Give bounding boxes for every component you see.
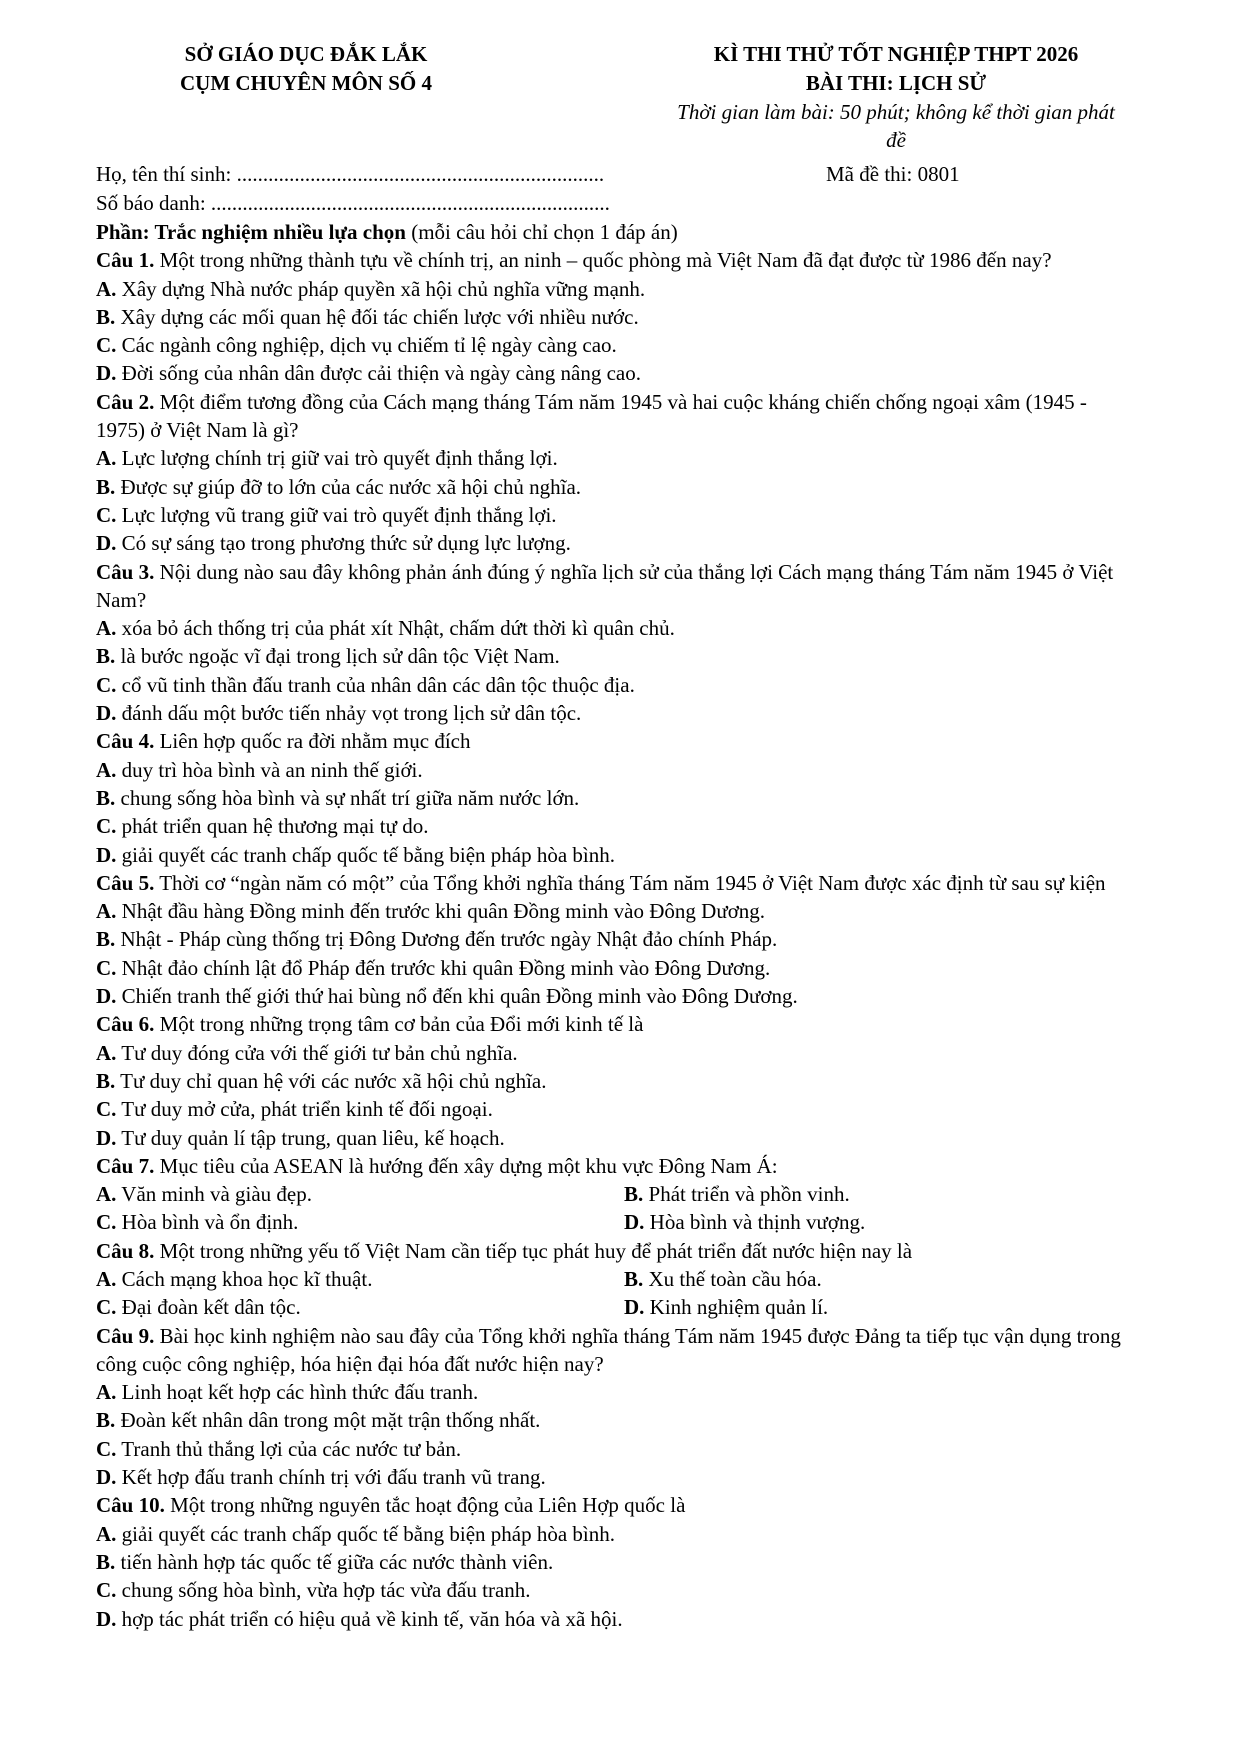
option-key: D. (96, 361, 117, 386)
option-text: Nhật - Pháp cùng thống trị Đông Dương đến trước ngày Nhật đảo chính Pháp. (115, 927, 778, 952)
option-text: Có sự sáng tạo trong phương thức sử dụng lực lượng. (116, 531, 571, 556)
option-key: C. (96, 955, 117, 980)
option-row[interactable] (96, 671, 1156, 699)
question-stem (96, 1010, 1136, 1038)
option-text: Xây dựng các mối quan hệ đối tác chiến lược với nhiều nước. (115, 304, 639, 329)
name-row (96, 160, 604, 188)
exam-title: KÌ THI THỬ TỐT NGHIỆP THPT 2026 (713, 42, 1079, 66)
option-key: B. (96, 1408, 116, 1433)
exam-page (96, 40, 1156, 1633)
question-text: Nội dung nào sau đây không phản ánh đúng ý nghĩa lịch sử của thắng lợi Cách mạng tháng Tám năm 1945 ở Việt Nam? (96, 559, 1114, 612)
option-key: D. (96, 1606, 117, 1631)
option-text: Chiến tranh thế giới thứ hai bùng nổ đến khi quân Đồng minh vào Đông Dương. (116, 984, 798, 1009)
option-key: B. (96, 474, 116, 499)
option-text: xóa bỏ ách thống trị của phát xít Nhật, chấm dứt thời kì quân chủ. (116, 616, 675, 641)
question-label: Câu 4. (96, 729, 155, 754)
question-stem (96, 1237, 1136, 1265)
option-key: D. (96, 984, 117, 1009)
option-row[interactable] (96, 1605, 1156, 1633)
option-text: chung sống hòa bình và sự nhất trí giữa năm nước lớn. (115, 785, 580, 810)
option-key: C. (96, 672, 117, 697)
option-key: A. (96, 1040, 117, 1065)
option-row[interactable] (624, 1265, 822, 1293)
option-key: A. (96, 1380, 117, 1405)
question-stem (96, 1152, 1136, 1180)
question-label: Câu 5. (96, 870, 155, 895)
section-title: Phần: Trắc nghiệm nhiều lựa chọn (96, 220, 406, 244)
question-label: Câu 7. (96, 1153, 155, 1178)
option-row[interactable] (96, 1463, 1156, 1491)
option-pair (96, 1265, 1156, 1293)
option-text: Kinh nghiệm quản lí. (644, 1295, 829, 1320)
option-row[interactable] (96, 954, 1156, 982)
option-row[interactable] (96, 501, 1156, 529)
option-text: Tư duy quản lí tập trung, quan liêu, kế hoạch. (116, 1125, 505, 1150)
option-row[interactable] (96, 841, 1156, 869)
option-text: duy trì hòa bình và an ninh thế giới. (116, 757, 423, 782)
option-key: D. (96, 1465, 117, 1490)
option-text: Đại đoàn kết dân tộc. (116, 1295, 301, 1320)
question-stem (96, 869, 1136, 897)
option-row[interactable] (96, 1520, 1156, 1548)
option-key: C. (96, 333, 117, 358)
option-row[interactable] (624, 1180, 850, 1208)
question-label: Câu 3. (96, 559, 155, 584)
option-key: D. (96, 842, 117, 867)
option-row[interactable] (96, 1180, 312, 1208)
option-text: Nhật đảo chính lật đổ Pháp đến trước khi quân Đồng minh vào Đông Dương. (116, 955, 771, 980)
option-key: B. (624, 1266, 644, 1291)
option-text: Lực lượng vũ trang giữ vai trò quyết định thắng lợi. (116, 502, 557, 527)
option-key: C. (96, 502, 117, 527)
option-row[interactable] (624, 1208, 865, 1236)
option-key: B. (96, 1549, 116, 1574)
option-text: cổ vũ tinh thần đấu tranh của nhân dân các dân tộc thuộc địa. (116, 672, 635, 697)
option-row[interactable] (96, 784, 1156, 812)
option-text: là bước ngoặc vĩ đại trong lịch sử dân tộc Việt Nam. (115, 644, 560, 669)
option-key: D. (624, 1210, 645, 1235)
option-row[interactable] (96, 529, 1156, 557)
option-text: Đoàn kết nhân dân trong một mặt trận thống nhất. (115, 1408, 541, 1433)
option-row[interactable] (96, 275, 1156, 303)
option-text: phát triển quan hệ thương mại tự do. (116, 814, 429, 839)
option-key: C. (96, 1578, 117, 1603)
question-stem (96, 246, 1136, 274)
option-key: A. (96, 757, 117, 782)
option-text: giải quyết các tranh chấp quốc tế bằng biện pháp hòa bình. (116, 1521, 615, 1546)
option-text: Hòa bình và ổn định. (116, 1210, 299, 1235)
option-row[interactable] (96, 359, 1156, 387)
option-key: B. (96, 1068, 116, 1093)
option-text: giải quyết các tranh chấp quốc tế bằng biện pháp hòa bình. (116, 842, 615, 867)
option-text: Tư duy đóng cửa với thế giới tư bản chủ nghĩa. (116, 1040, 518, 1065)
sbd-label: Số báo danh: (96, 191, 206, 215)
option-key: B. (96, 644, 116, 669)
question-label: Câu 2. (96, 389, 155, 414)
option-text: Tư duy mở cửa, phát triển kinh tế đối ngoại. (116, 1097, 493, 1122)
question-text: Một trong những nguyên tắc hoạt động của Liên Hợp quốc là (164, 1493, 686, 1518)
option-text: Được sự giúp đỡ to lớn của các nước xã hội chủ nghĩa. (115, 474, 582, 499)
option-row[interactable] (96, 1124, 1156, 1152)
question-label: Câu 8. (96, 1238, 155, 1263)
option-text: Tranh thủ thắng lợi của các nước tư bản. (116, 1436, 462, 1461)
option-text: Kết hợp đấu tranh chính trị với đấu tranh vũ trang. (116, 1465, 546, 1490)
candidate-info (96, 160, 1156, 218)
option-row[interactable] (96, 699, 1156, 727)
option-key: D. (96, 701, 117, 726)
option-row[interactable] (96, 1548, 1156, 1576)
option-key: A. (96, 899, 117, 924)
option-key: B. (96, 304, 116, 329)
option-row[interactable] (96, 1039, 1156, 1067)
option-pair (96, 1293, 1156, 1321)
option-key: C. (96, 1295, 117, 1320)
option-key: C. (96, 1097, 117, 1122)
option-row[interactable] (96, 1095, 1156, 1123)
option-row[interactable] (96, 1406, 1156, 1434)
option-row[interactable] (96, 444, 1156, 472)
option-key: B. (624, 1182, 644, 1207)
exam-subject: BÀI THI: LỊCH SỬ (805, 71, 987, 95)
option-text: Cách mạng khoa học kĩ thuật. (116, 1266, 373, 1291)
option-text: Xây dựng Nhà nước pháp quyền xã hội chủ nghĩa vững mạnh. (116, 276, 646, 301)
option-row[interactable] (96, 1576, 1156, 1604)
department-name: SỞ GIÁO DỤC ĐẮK LẮK (184, 42, 428, 66)
option-text: tiến hành hợp tác quốc tế giữa các nước thành viên. (115, 1549, 554, 1574)
question-text: Liên hợp quốc ra đời nhằm mục đích (154, 729, 471, 754)
option-row[interactable] (96, 1435, 1156, 1463)
option-key: A. (96, 446, 117, 471)
option-row[interactable] (96, 1067, 1156, 1095)
option-key: D. (96, 531, 117, 556)
option-pair (96, 1208, 1156, 1236)
option-row[interactable] (96, 925, 1156, 953)
option-key: C. (96, 1436, 117, 1461)
option-row[interactable] (96, 1293, 301, 1321)
question-text: Một trong những trọng tâm cơ bản của Đổi mới kinh tế là (154, 1012, 644, 1037)
exam-code: Mã đề thi: 0801 (826, 162, 960, 186)
option-text: đánh dấu một bước tiến nhảy vọt trong lịch sử dân tộc. (116, 701, 582, 726)
option-key: A. (96, 616, 117, 641)
option-text: Linh hoạt kết hợp các hình thức đấu tranh. (116, 1380, 479, 1405)
question-label: Câu 1. (96, 248, 155, 273)
question-stem (96, 558, 1136, 615)
option-key: D. (96, 1125, 117, 1150)
option-text: Phát triển và phồn vinh. (643, 1182, 850, 1207)
option-key: B. (96, 927, 116, 952)
exam-info-block (636, 40, 1156, 154)
name-label: Họ, tên thí sinh: (96, 162, 232, 186)
option-row[interactable] (96, 1208, 298, 1236)
option-key: A. (96, 276, 117, 301)
question-text: Thời cơ “ngàn năm có một” của Tổng khởi nghĩa tháng Tám năm 1945 ở Việt Nam được xác định từ sau sự kiện (154, 870, 1106, 895)
option-row[interactable] (96, 614, 1156, 642)
option-pair (96, 1180, 1156, 1208)
time-note: Thời gian làm bài: 50 phút; không kể thời gian phát đề (677, 100, 1115, 152)
option-key: D. (624, 1295, 645, 1320)
option-row[interactable] (96, 642, 1156, 670)
question-label: Câu 10. (96, 1493, 165, 1518)
option-row[interactable] (96, 303, 1156, 331)
option-text: Các ngành công nghiệp, dịch vụ chiếm tỉ lệ ngày càng cao. (116, 333, 617, 358)
option-row[interactable] (96, 1265, 372, 1293)
question-text: Mục tiêu của ASEAN là hướng đến xây dựng một khu vực Đông Nam Á: (154, 1153, 778, 1178)
question-stem (96, 1322, 1136, 1379)
option-row[interactable] (624, 1293, 828, 1321)
question-text: Bài học kinh nghiệm nào sau đây của Tổng khởi nghĩa tháng Tám năm 1945 được Đảng ta tiếp tục vận dụng trong công cuộc công nghiệp, hóa hiện đại hóa đất nước hiện nay? (96, 1323, 1121, 1376)
option-text: Xu thế toàn cầu hóa. (643, 1266, 822, 1291)
question-text: Một trong những thành tựu về chính trị, an ninh – quốc phòng mà Việt Nam đã đạt được từ 1986 đến nay? (154, 248, 1052, 273)
sbd-row (96, 189, 610, 217)
option-key: C. (96, 1210, 117, 1235)
option-text: Lực lượng chính trị giữ vai trò quyết định thắng lợi. (116, 446, 558, 471)
question-stem (96, 388, 1136, 445)
question-text: Một điểm tương đồng của Cách mạng tháng Tám năm 1945 và hai cuộc kháng chiến chống ngoại xâm (1945 - 1975) ở Việt Nam là gì? (96, 389, 1087, 443)
question-label: Câu 9. (96, 1323, 155, 1348)
cluster-name: CỤM CHUYÊN MÔN SỐ 4 (180, 71, 432, 95)
option-key: B. (96, 785, 116, 810)
option-text: hợp tác phát triển có hiệu quả về kinh tế, văn hóa và xã hội. (116, 1606, 623, 1631)
section-heading (96, 218, 1156, 246)
question-stem (96, 1491, 1136, 1519)
name-field[interactable]: ...................................................................... (236, 162, 605, 186)
option-text: Hòa bình và thịnh vượng. (644, 1210, 866, 1235)
option-row[interactable] (96, 473, 1156, 501)
question-stem (96, 727, 1136, 755)
option-key: C. (96, 814, 117, 839)
option-text: Văn minh và giàu đẹp. (116, 1182, 312, 1207)
issuer-block (96, 40, 516, 98)
option-row[interactable] (96, 1378, 1156, 1406)
option-text: Nhật đầu hàng Đồng minh đến trước khi quân Đồng minh vào Đông Dương. (116, 899, 766, 924)
sbd-field[interactable]: ............................................................................ (210, 191, 610, 215)
option-key: A. (96, 1182, 117, 1207)
option-text: Đời sống của nhân dân được cải thiện và ngày càng nâng cao. (116, 361, 642, 386)
option-text: chung sống hòa bình, vừa hợp tác vừa đấu tranh. (116, 1578, 531, 1603)
question-label: Câu 6. (96, 1012, 155, 1037)
option-text: Tư duy chỉ quan hệ với các nước xã hội chủ nghĩa. (115, 1068, 547, 1093)
question-text: Một trong những yếu tố Việt Nam cần tiếp tục phát huy để phát triển đất nước hiện nay là (154, 1238, 913, 1263)
option-row[interactable] (96, 756, 1156, 784)
exam-header (96, 40, 1156, 156)
option-row[interactable] (96, 812, 1156, 840)
section-note: (mỗi câu hỏi chỉ chọn 1 đáp án) (405, 220, 678, 244)
option-row[interactable] (96, 897, 1156, 925)
option-key: A. (96, 1266, 117, 1291)
option-row[interactable] (96, 982, 1156, 1010)
option-key: A. (96, 1521, 117, 1546)
option-row[interactable] (96, 331, 1156, 359)
